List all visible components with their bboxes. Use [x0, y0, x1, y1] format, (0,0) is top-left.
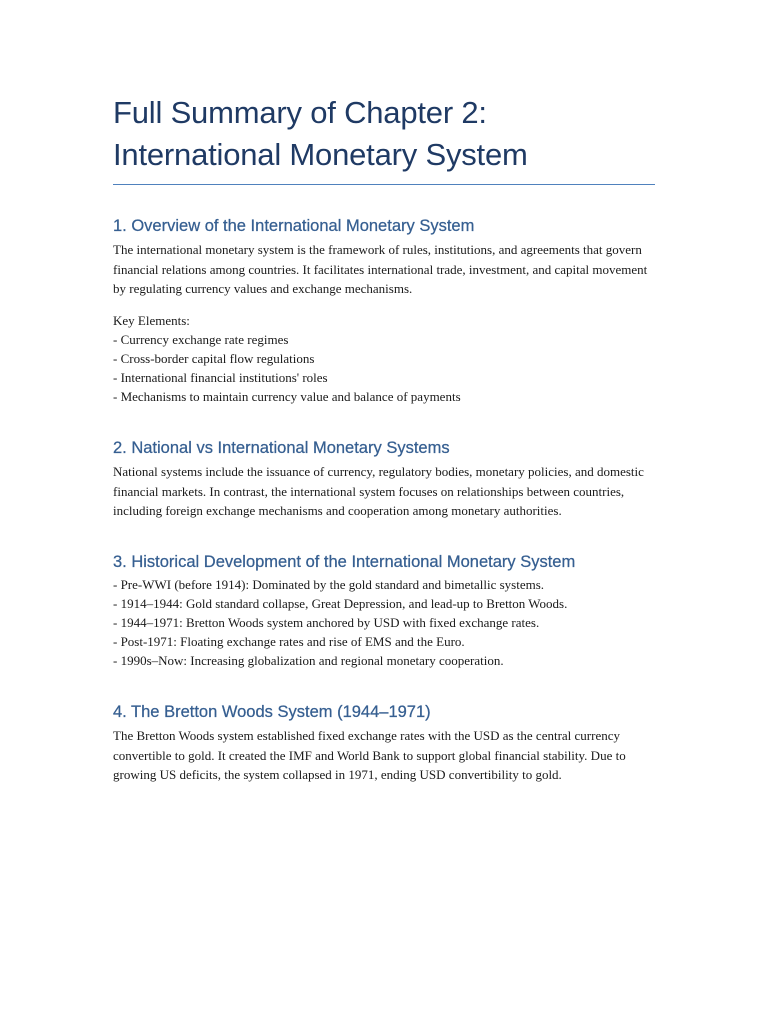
list-item: - Pre-WWI (before 1914): Dominated by the gold standard and bimetallic systems.: [113, 576, 545, 592]
list-item: - 1944–1971: Bretton Woods system anchored by USD with fixed exchange rates.: [113, 615, 540, 631]
list-item: - Post-1971: Floating exchange rates and rise of EMS and the Euro.: [113, 634, 465, 650]
section-4-heading: 4. The Bretton Woods System (1944–1971): [113, 703, 431, 722]
document-page: [113, 92, 655, 785]
history-list: [113, 575, 655, 670]
section-4-paragraph: The Bretton Woods system established fixed exchange rates with the USD as the central currency convertible to gold. It created the IMF and World Bank to support global financial stability. Due to growing US deficits, the system collapsed in 1971, ending USD convertibility to gold.: [113, 728, 626, 783]
list-item: - 1914–1944: Gold standard collapse, Great Depression, and lead-up to Bretton Woods.: [113, 595, 568, 611]
section-1-paragraph: The international monetary system is the framework of rules, institutions, and agreements that govern financial relations among countries. It facilitates international trade, investment, and capital movement by regulating currency values and exchange mechanisms.: [113, 242, 648, 296]
document-title-line-2: International Monetary System: [113, 137, 528, 172]
document-title-line-1: Full Summary of Chapter 2:: [113, 95, 487, 130]
list-item: - Cross-border capital flow regulations: [113, 351, 315, 367]
list-item: - Mechanisms to maintain currency value and balance of payments: [113, 389, 461, 405]
document-title: [113, 92, 655, 176]
key-elements-label: Key Elements:: [113, 312, 190, 328]
key-elements-list: [113, 330, 655, 406]
title-underline: [113, 184, 655, 185]
section-2-heading: 2. National vs International Monetary Systems: [113, 439, 450, 458]
section-2-paragraph: National systems include the issuance of currency, regulatory bodies, monetary policies, and domestic financial markets. In contrast, the international system focuses on relationships between countries, including foreign exchange mechanisms and cooperation among monetary authorities.: [113, 464, 644, 519]
list-item: - 1990s–Now: Increasing globalization and regional monetary cooperation.: [113, 653, 504, 669]
list-item: - Currency exchange rate regimes: [113, 332, 289, 347]
list-item: - International financial institutions' roles: [113, 370, 328, 386]
section-1-heading: 1. Overview of the International Monetary System: [113, 217, 475, 235]
section-3-heading: 3. Historical Development of the International Monetary System: [113, 552, 576, 571]
